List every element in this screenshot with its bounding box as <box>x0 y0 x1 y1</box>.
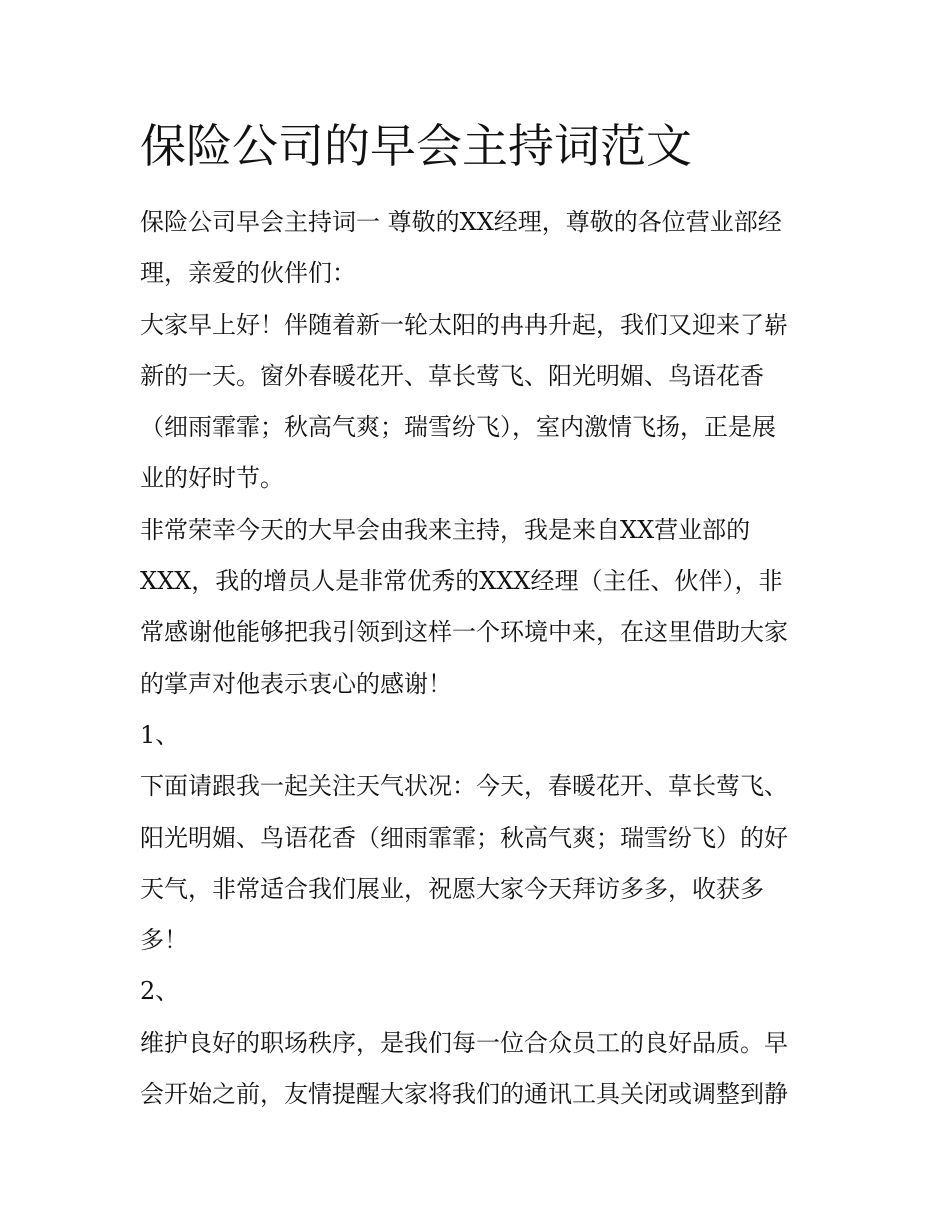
text-line: XXX，我的增员人是非常优秀的XXX经理（主任、伙伴），非 <box>140 567 783 596</box>
text-line: 多！ <box>140 926 188 955</box>
document-title: 保险公司的早会主持词范文 <box>140 119 692 173</box>
text-line: 理，亲爱的伙伴们： <box>140 259 356 288</box>
paragraph-workplace-order <box>140 1018 816 1121</box>
document-body <box>140 197 816 1120</box>
text-line: 1、 <box>140 720 180 749</box>
paragraph-intro <box>140 197 816 300</box>
text-line: 常感谢他能够把我引领到这样一个环境中来，在这里借助大家 <box>140 618 788 647</box>
text-line: 阳光明媚、鸟语花香（细雨霏霏；秋高气爽；瑞雪纷飞）的好 <box>140 823 788 852</box>
text-line: 2、 <box>140 977 180 1006</box>
text-line: 非常荣幸今天的大早会由我来主持，我是来自XX营业部的 <box>140 515 751 544</box>
section-number-2 <box>140 966 816 1017</box>
paragraph-weather <box>140 761 816 966</box>
text-line: 下面请跟我一起关注天气状况：今天，春暖花开、草长莺飞、 <box>140 772 788 801</box>
text-line: 会开始之前，友情提醒大家将我们的通讯工具关闭或调整到静 <box>140 1080 788 1109</box>
text-line: 业的好时节。 <box>140 464 284 493</box>
text-line: 维护良好的职场秩序，是我们每一位合众员工的良好品质。早 <box>140 1028 788 1057</box>
section-number-1 <box>140 710 816 761</box>
text-line: 保险公司早会主持词一 尊敬的XX经理，尊敬的各位营业部经 <box>140 208 782 236</box>
text-line: 天气，非常适合我们展业，祝愿大家今天拜访多多，收获多 <box>140 874 764 903</box>
paragraph-self-introduction <box>140 505 816 710</box>
paragraph-greeting <box>140 300 816 505</box>
text-line: 的掌声对他表示衷心的感谢！ <box>140 669 452 698</box>
text-line: 大家早上好！伴随着新一轮太阳的冉冉升起，我们又迎来了崭 <box>140 310 788 339</box>
text-line: 新的一天。窗外春暖花开、草长莺飞、阳光明媚、鸟语花香 <box>140 361 764 390</box>
text-line: （细雨霏霏；秋高气爽；瑞雪纷飞），室内激情飞扬，正是展 <box>140 413 776 442</box>
